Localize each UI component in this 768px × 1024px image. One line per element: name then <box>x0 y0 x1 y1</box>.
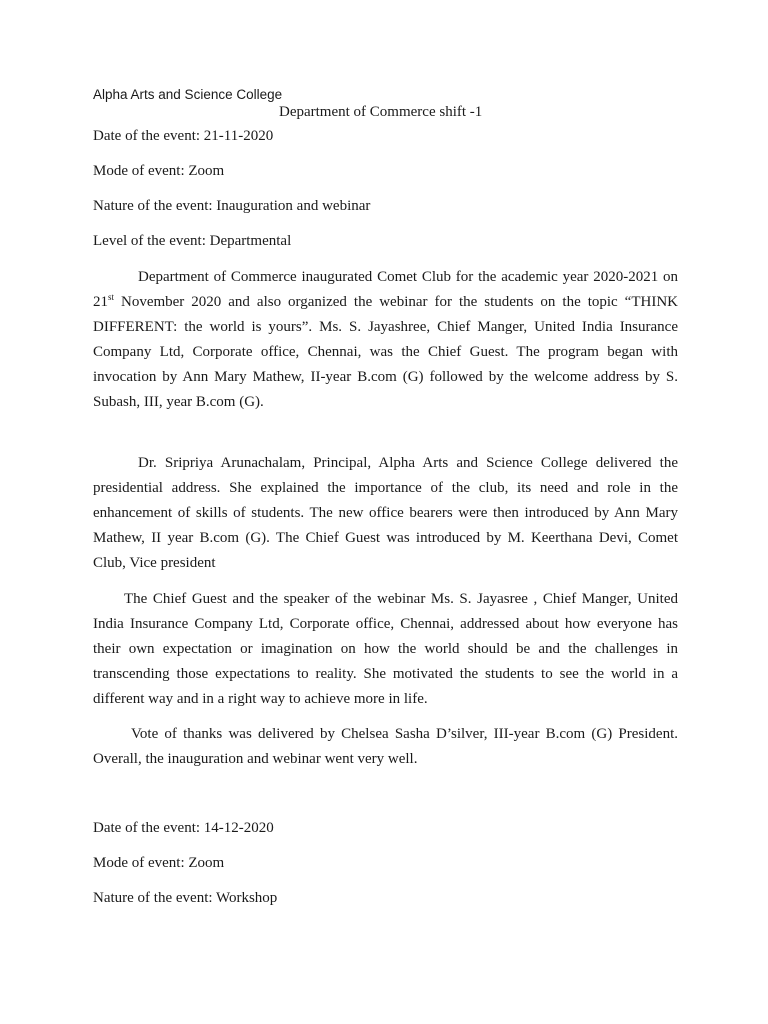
event1-paragraph-3: The Chief Guest and the speaker of the webinar Ms. S. Jayasree , Chief Manger, United India Insurance Company Ltd, Corporate office, Chennai, addressed about how everyone has their own expectation or imagination on how the world should be and the challenges in transcending those expectations to reality. She motivated the students to see the world in a different way and in a right way to achieve more in life. <box>93 591 678 707</box>
event1-nature: Nature of the event: Inauguration and webinar <box>93 198 371 214</box>
p1-superscript: st <box>108 292 115 302</box>
p1-text-a: Department of Commerce inaugurated Comet Club for the academic year 2020-2021 on 21 <box>93 269 678 310</box>
event1-mode: Mode of event: Zoom <box>93 163 225 179</box>
event2-date: Date of the event: 14-12-2020 <box>93 820 274 836</box>
event1-date: Date of the event: 21-11-2020 <box>93 128 274 144</box>
p1-text-b: November 2020 and also organized the webinar for the students on the topic “THINK DIFFERENT: the world is yours”. Ms. S. Jayashree, Chief Manger, United India Insurance Company Ltd, Corporate office, Chennai, was the Chief Guest. The program began with invocation by Ann Mary Mathew, II-year B.com (G) followed by the welcome address by S. Subash, III, year B.com (G). <box>93 294 678 410</box>
event2-mode: Mode of event: Zoom <box>93 855 225 871</box>
event2-nature: Nature of the event: Workshop <box>93 890 278 906</box>
event1-paragraph-4: Vote of thanks was delivered by Chelsea Sasha D’silver, III-year B.com (G) President. Overall, the inauguration and webinar went very well. <box>93 726 678 767</box>
college-name: Alpha Arts and Science College <box>93 87 283 102</box>
event1-level: Level of the event: Departmental <box>93 233 292 249</box>
event1-paragraph-1 <box>93 265 678 415</box>
department-title: Department of Commerce shift -1 <box>279 104 483 120</box>
event1-paragraph-2: Dr. Sripriya Arunachalam, Principal, Alpha Arts and Science College delivered the presidential address. She explained the importance of the club, its need and role in the enhancement of skills of students. The new office bearers were then introduced by Ann Mary Mathew, II year B.com (G). The Chief Guest was introduced by M. Keerthana Devi, Comet Club, Vice president <box>93 455 678 571</box>
